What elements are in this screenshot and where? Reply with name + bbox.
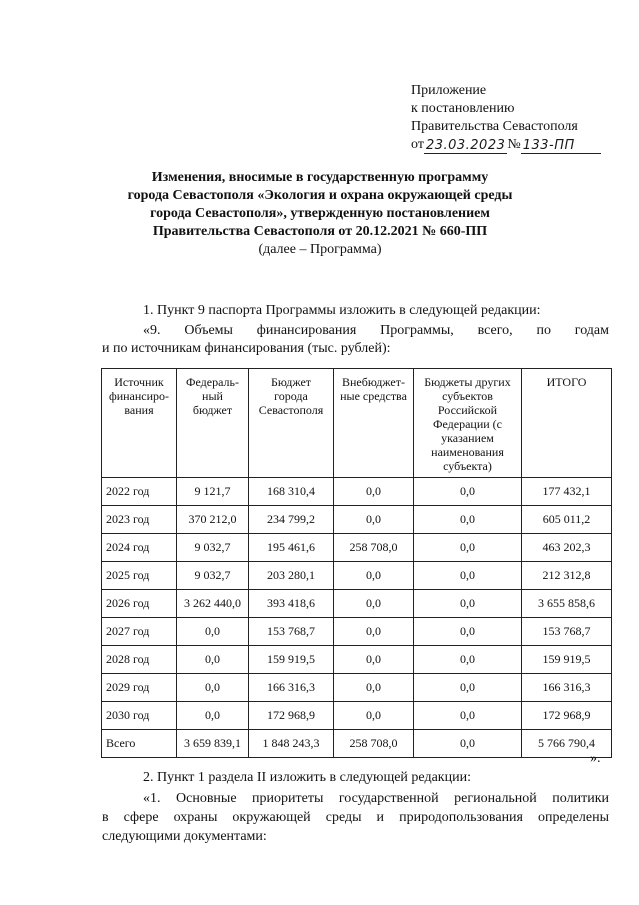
table-cell: 0,0 (414, 618, 522, 646)
row-label: 2025 год (102, 562, 177, 590)
item1-heading: 1. Пункт 9 паспорта Программы изложить в следующей редакции: (143, 303, 541, 318)
row-label: 2028 год (102, 646, 177, 674)
table-row (102, 562, 612, 590)
table-cell: 0,0 (334, 702, 414, 730)
table-cell: 3 262 440,0 (177, 590, 249, 618)
table-cell: 3 655 858,6 (522, 590, 612, 618)
table-cell: 166 316,3 (249, 674, 334, 702)
row-label: 2029 год (102, 674, 177, 702)
table-cell: 234 799,2 (249, 506, 334, 534)
table-cell: 393 418,6 (249, 590, 334, 618)
item1-line-1: «9. Объемы финансирования Программы, всего, по годам (143, 323, 609, 338)
appendix-date-number (411, 136, 601, 154)
row-label: 2026 год (102, 590, 177, 618)
table-cell: 0,0 (334, 646, 414, 674)
table-cell: 153 768,7 (249, 618, 334, 646)
title-line-1: Изменения, вносимые в государственную программу (151, 170, 489, 185)
table-cell: 0,0 (414, 646, 522, 674)
title-line-3: города Севастополя», утвержденную постановлением (150, 206, 490, 221)
table-cell: 370 212,0 (177, 506, 249, 534)
header-other-subjects: Бюджеты других субъектов Российской Федерации (с указанием наименования субъекта) (414, 369, 522, 478)
table-row (102, 730, 612, 758)
item2-line-2: в сфере охраны окружающей среды и природопользования определены (102, 810, 609, 825)
table-cell: 0,0 (177, 618, 249, 646)
table-cell: 0,0 (177, 702, 249, 730)
table-cell: 463 202,3 (522, 534, 612, 562)
item2-heading: 2. Пункт 1 раздела II изложить в следующей редакции: (143, 770, 471, 785)
table-cell: 195 461,6 (249, 534, 334, 562)
header-extrabudget: Внебюджет-ные средства (334, 369, 414, 478)
item1-line-2: и по источникам финансирования (тыс. рублей): (102, 341, 391, 356)
table-cell: 0,0 (334, 590, 414, 618)
table-cell: 258 708,0 (334, 730, 414, 758)
appendix-line-1: Приложение (411, 83, 487, 98)
table-cell: 0,0 (414, 534, 522, 562)
header-total: ИТОГО (522, 369, 612, 478)
table-cell: 166 316,3 (522, 674, 612, 702)
row-label: 2030 год (102, 702, 177, 730)
table-row (102, 674, 612, 702)
appendix-block (411, 82, 601, 154)
table-row (102, 590, 612, 618)
table-cell: 168 310,4 (249, 478, 334, 506)
table-cell: 0,0 (334, 562, 414, 590)
table-cell: 9 121,7 (177, 478, 249, 506)
table-cell: 0,0 (414, 730, 522, 758)
appendix-line-2: к постановлению (411, 101, 515, 116)
title-line-5: (далее – Программа) (258, 242, 382, 257)
from-label: от (411, 137, 424, 152)
table-row (102, 478, 612, 506)
table-row (102, 646, 612, 674)
title-line-2: города Севастополя «Экология и охрана окружающей среды (127, 188, 513, 203)
handwritten-number: 133-ПП (521, 138, 601, 154)
table-cell: 159 919,5 (522, 646, 612, 674)
table-cell: 0,0 (414, 590, 522, 618)
row-label: 2023 год (102, 506, 177, 534)
header-city-budget: Бюджет города Севастополя (249, 369, 334, 478)
table-cell: 9 032,7 (177, 562, 249, 590)
appendix-line-3: Правительства Севастополя (411, 119, 578, 134)
table-cell: 5 766 790,4 (522, 730, 612, 758)
table-cell: 172 968,9 (522, 702, 612, 730)
table-cell: 9 032,7 (177, 534, 249, 562)
row-label: 2027 год (102, 618, 177, 646)
table-row (102, 618, 612, 646)
table-cell: 177 432,1 (522, 478, 612, 506)
table-row (102, 534, 612, 562)
table-cell: 605 011,2 (522, 506, 612, 534)
table-cell: 203 280,1 (249, 562, 334, 590)
document-title (80, 169, 560, 259)
table-cell: 172 968,9 (249, 702, 334, 730)
table-cell: 0,0 (414, 562, 522, 590)
table-cell: 0,0 (414, 702, 522, 730)
table-cell: 0,0 (334, 674, 414, 702)
table-closing-quote: ». (590, 751, 601, 766)
table-row (102, 702, 612, 730)
table-row (102, 506, 612, 534)
table-cell: 3 659 839,1 (177, 730, 249, 758)
table-cell: 159 919,5 (249, 646, 334, 674)
table-cell: 0,0 (414, 478, 522, 506)
table-cell: 0,0 (334, 506, 414, 534)
number-label: № (507, 137, 521, 152)
header-federal: Федераль-ный бюджет (177, 369, 249, 478)
table-cell: 212 312,8 (522, 562, 612, 590)
table-header-row (102, 369, 612, 478)
table-cell: 0,0 (334, 478, 414, 506)
table-cell: 0,0 (177, 646, 249, 674)
table-cell: 0,0 (334, 618, 414, 646)
table-cell: 153 768,7 (522, 618, 612, 646)
table-cell: 0,0 (414, 674, 522, 702)
table-cell: 258 708,0 (334, 534, 414, 562)
row-label: 2022 год (102, 478, 177, 506)
financing-table (101, 368, 612, 758)
row-label: 2024 год (102, 534, 177, 562)
table-cell: 1 848 243,3 (249, 730, 334, 758)
table-cell: 0,0 (414, 506, 522, 534)
item2-line-3: следующими документами: (102, 829, 267, 844)
row-label: Всего (102, 730, 177, 758)
header-source: Источник финансиро-вания (102, 369, 177, 478)
title-line-4: Правительства Севастополя от 20.12.2021 № 660-ПП (152, 224, 488, 239)
item2-line-1: «1. Основные приоритеты государственной региональной политики (143, 791, 609, 806)
handwritten-date: 23.03.2023 (425, 138, 506, 153)
table-cell: 0,0 (177, 674, 249, 702)
